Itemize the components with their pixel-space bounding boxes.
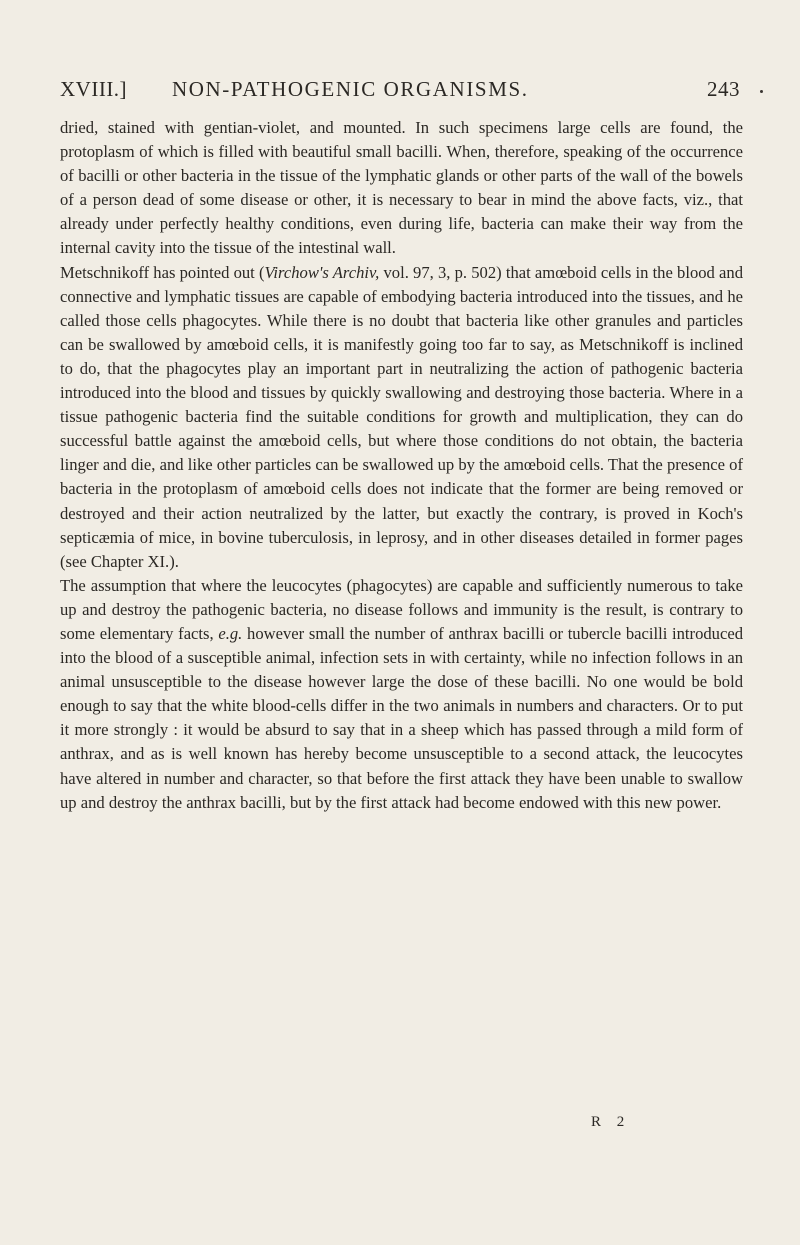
text-segment: Metschnikoff has pointed out ( <box>60 262 265 282</box>
text-segment: The assumption that where the leucocytes (phagocytes) are capable and sufficiently numerous to take up and destroy the pathogenic bacteria, no disease follows and immunity is the result, is contrary to some elementary facts, <box>60 575 743 643</box>
body-text <box>60 116 743 815</box>
paragraph <box>60 116 743 261</box>
ink-speck <box>760 90 763 93</box>
paragraph <box>60 261 743 574</box>
text-segment: however small the number of anthrax bacilli or tubercle bacilli introduced into the blood of a susceptible animal, infection sets in with certainty, while no infection follows in an animal unsusceptible to the disease however large the dose of these bacilli. No one would be bold enough to say that the white blood-cells differ in the two animals in numbers and characters. Or to put it more strongly : it would be absurd to say that in a sheep which has passed through a mild form of anthrax, and as is well known has hereby become unsusceptible to a second attack, the leucocytes have altered in number and character, so that before the first attack they have been unable to swallow up and destroy the anthrax bacilli, but by the first attack had become endowed with this new power. <box>60 623 743 812</box>
text-segment: dried, stained with gentian-violet, and mounted. In such specimens large cells are found, the protoplasm of which is filled with beautiful small bacilli. When, therefore, speaking of the occurrence of bacilli or other bacteria in the tissue of the lymphatic glands or other parts of the wall of the bowels of a person dead of some disease or other, it is necessary to bear in mind the above facts, viz., that already under perfectly healthy conditions, even during life, bacteria can make their way from the internal cavity into the tissue of the intestinal wall. <box>60 118 743 258</box>
signature-mark: R 2 <box>591 1114 631 1130</box>
abbreviation-italic: e.g. <box>218 623 243 643</box>
chapter-number: XVIII.] <box>60 77 128 101</box>
page-number: 243 <box>707 77 740 101</box>
running-head <box>60 77 740 107</box>
running-title: NON-PATHOGENIC ORGANISMS. <box>172 77 529 101</box>
text-segment: vol. 97, 3, p. 502) that amœboid cells in the blood and connective and lymphatic tissues are capable of embodying bacteria introduced into the tissues, and he called those cells phagocytes. While there is no doubt that bacteria like other granules and particles can be swallowed by amœboid cells, it is manifestly going too far to say, as Metschnikoff is inclined to do, that the phagocytes play an important part in neutralizing the action of pathogenic bacteria introduced into the blood and tissues by quickly swallowing and destroying those bacteria. Where in a tissue pathogenic bacteria find the suitable conditions for growth and multiplication, they can do successful battle against the amœboid cells, but where those conditions do not obtain, the bacteria linger and die, and like other particles can be swallowed up by the amœboid cells. That the presence of bacteria in the protoplasm of amœboid cells does not indicate that the former are being removed or destroyed and their action neutralized by the latter, but exactly the contrary, is proved in Koch's septicæmia of mice, in bovine tuberculosis, in leprosy, and in other diseases detailed in former pages (see Chapter XI.). <box>60 262 743 571</box>
citation-italic: Virchow's Archiv, <box>264 262 380 282</box>
paragraph <box>60 574 743 815</box>
